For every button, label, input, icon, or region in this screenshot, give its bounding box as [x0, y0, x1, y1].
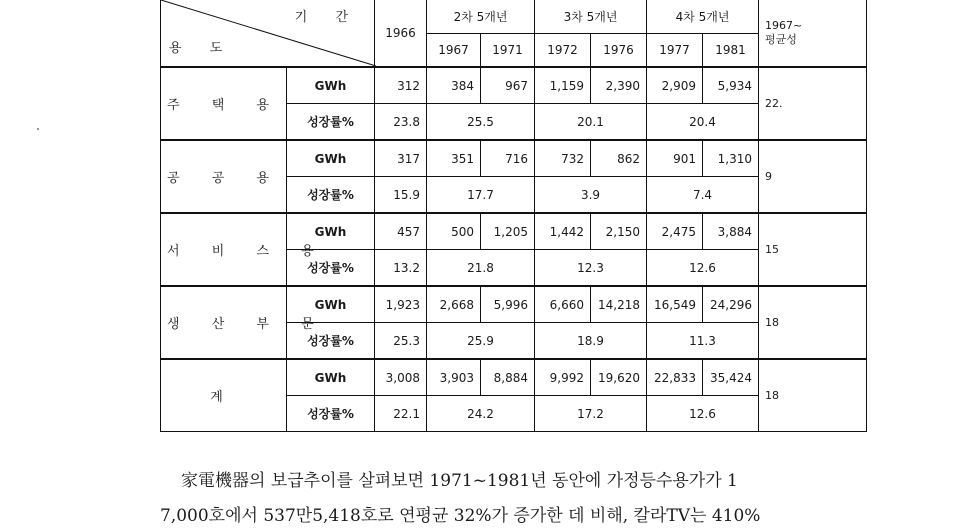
growth-value: 22.1	[375, 396, 427, 432]
gwh-value: 3,903	[427, 359, 481, 396]
gwh-value: 457	[375, 213, 427, 250]
gwh-value: 5,934	[703, 67, 759, 104]
growth-value: 11.3	[647, 323, 759, 360]
growth-value: 20.1	[535, 104, 647, 141]
paragraph-line-1: 家電機器의 보급추이를 살펴보면 1971~1981년 동안에 가정등수용가가 1	[181, 471, 738, 491]
unit-label: GWh	[287, 213, 375, 250]
gwh-value: 1,159	[535, 67, 591, 104]
gwh-value: 1,205	[481, 213, 535, 250]
gwh-value: 1,310	[703, 140, 759, 177]
gwh-value: 2,668	[427, 286, 481, 323]
gwh-value: 24,296	[703, 286, 759, 323]
table-row	[161, 359, 867, 396]
growth-value: 7.4	[647, 177, 759, 214]
growth-label: 성장률%	[287, 177, 375, 214]
gwh-value: 1,442	[535, 213, 591, 250]
gwh-value: 2,909	[647, 67, 703, 104]
table-row	[161, 67, 867, 104]
unit-label: GWh	[287, 67, 375, 104]
year-header: 1977	[647, 34, 703, 68]
growth-value: 21.8	[427, 250, 535, 287]
diagonal-header-cell	[161, 0, 375, 67]
usage-label: 용 도	[169, 41, 235, 56]
gwh-value: 16,549	[647, 286, 703, 323]
base-year-header: 1966	[375, 0, 427, 67]
category-rows	[161, 67, 867, 432]
gwh-value: 317	[375, 140, 427, 177]
gwh-value: 6,660	[535, 286, 591, 323]
gwh-value: 500	[427, 213, 481, 250]
gwh-value: 967	[481, 67, 535, 104]
unit-label: GWh	[287, 359, 375, 396]
year-header: 1976	[591, 34, 647, 68]
gwh-value: 901	[647, 140, 703, 177]
gwh-value: 732	[535, 140, 591, 177]
category-name: 공 공 용	[161, 140, 287, 213]
scan-speck	[37, 128, 39, 130]
average-growth-header-line1: 1967~	[765, 19, 803, 32]
period-label: 기 간	[294, 10, 360, 25]
plan-4-header: 4차 5개년	[647, 0, 759, 34]
average-growth-header-line2: 평균성	[765, 33, 797, 46]
growth-value: 25.9	[427, 323, 535, 360]
year-header: 1981	[703, 34, 759, 68]
plan-2-header: 2차 5개년	[427, 0, 535, 34]
growth-value: 12.3	[535, 250, 647, 287]
average-growth-value: 22.	[759, 67, 867, 140]
header-row-plans	[161, 0, 867, 34]
gwh-value: 8,884	[481, 359, 535, 396]
category-name: 생 산 부 문	[161, 286, 287, 359]
table-row	[161, 140, 867, 177]
growth-value: 15.9	[375, 177, 427, 214]
gwh-value: 384	[427, 67, 481, 104]
category-name: 주 택 용	[161, 67, 287, 140]
gwh-value: 716	[481, 140, 535, 177]
electricity-usage-table-wrapper	[160, 0, 820, 426]
growth-value: 13.2	[375, 250, 427, 287]
gwh-value: 2,150	[591, 213, 647, 250]
unit-label: GWh	[287, 286, 375, 323]
category-name: 서 비 스 용	[161, 213, 287, 286]
growth-value: 17.2	[535, 396, 647, 432]
growth-value: 3.9	[535, 177, 647, 214]
unit-label: GWh	[287, 140, 375, 177]
growth-value: 25.5	[427, 104, 535, 141]
growth-label: 성장률%	[287, 396, 375, 432]
year-header: 1972	[535, 34, 591, 68]
table-row	[161, 286, 867, 323]
average-growth-value: 15	[759, 213, 867, 286]
gwh-value: 9,992	[535, 359, 591, 396]
growth-label: 성장률%	[287, 104, 375, 141]
gwh-value: 19,620	[591, 359, 647, 396]
gwh-value: 35,424	[703, 359, 759, 396]
gwh-value: 14,218	[591, 286, 647, 323]
gwh-value: 2,390	[591, 67, 647, 104]
growth-value: 18.9	[535, 323, 647, 360]
year-header: 1971	[481, 34, 535, 68]
growth-value: 12.6	[647, 250, 759, 287]
gwh-value: 3,884	[703, 213, 759, 250]
average-growth-header	[759, 0, 867, 67]
growth-value: 24.2	[427, 396, 535, 432]
growth-value: 17.7	[427, 177, 535, 214]
average-growth-value: 18	[759, 286, 867, 359]
gwh-value: 862	[591, 140, 647, 177]
table-row	[161, 213, 867, 250]
average-growth-value: 9	[759, 140, 867, 213]
growth-value: 23.8	[375, 104, 427, 141]
gwh-value: 1,923	[375, 286, 427, 323]
average-growth-value: 18	[759, 359, 867, 432]
gwh-value: 351	[427, 140, 481, 177]
growth-value: 25.3	[375, 323, 427, 360]
gwh-value: 22,833	[647, 359, 703, 396]
growth-value: 20.4	[647, 104, 759, 141]
growth-value: 12.6	[647, 396, 759, 432]
gwh-value: 5,996	[481, 286, 535, 323]
paragraph-line-2: 7,000호에서 537만5,418호로 연평균 32%가 증가한 데 비해, 칼라TV는 410%	[160, 506, 761, 526]
category-name: 계	[161, 359, 287, 432]
gwh-value: 3,008	[375, 359, 427, 396]
growth-label: 성장률%	[287, 250, 375, 287]
growth-label: 성장률%	[287, 323, 375, 360]
year-header: 1967	[427, 34, 481, 68]
gwh-value: 312	[375, 67, 427, 104]
gwh-value: 2,475	[647, 213, 703, 250]
electricity-usage-table	[160, 0, 867, 432]
plan-3-header: 3차 5개년	[535, 0, 647, 34]
